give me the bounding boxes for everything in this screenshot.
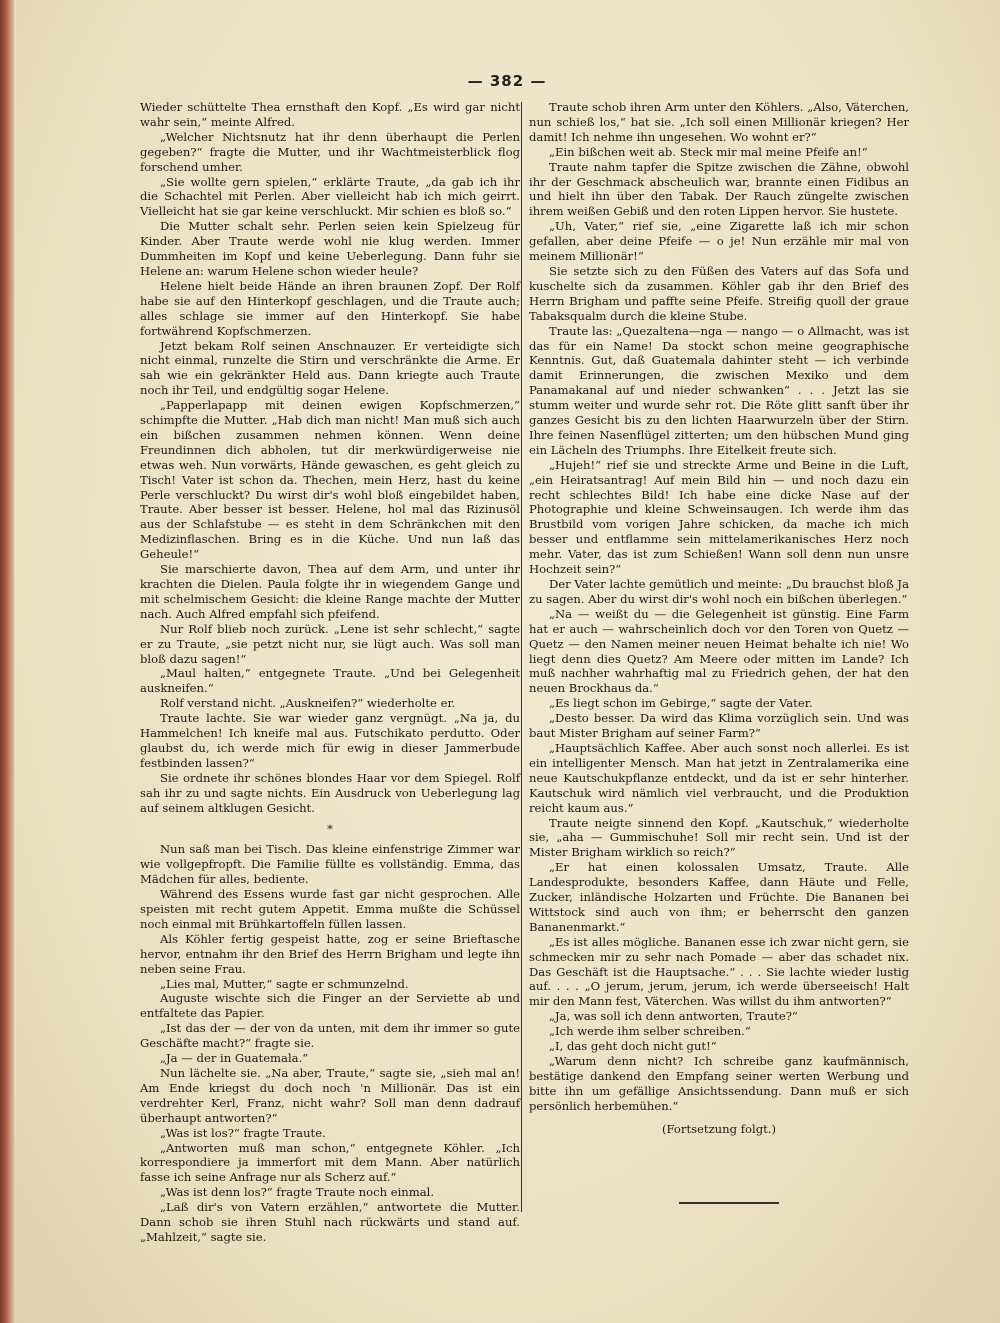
paragraph: Nur Rolf blieb noch zurück. „Lene ist sehr schlecht,“ sagte er zu Traute, „sie petzt nicht nur, sie lügt auch. Was soll man bloß dazu sagen!“ bbox=[140, 621, 520, 666]
paragraph: Sie ordnete ihr schönes blondes Haar vor dem Spiegel. Rolf sah ihr zu und sagte nichts. Ein Ausdruck von Ueberlegung lag auf seinem altklugen Gesicht. bbox=[140, 770, 520, 815]
paragraph: „Es liegt schon im Gebirge,“ sagte der Vater. bbox=[549, 696, 813, 711]
paragraph: Wieder schüttelte Thea ernsthaft den Kopf. „Es wird gar nicht wahr sein,“ meinte Alfred. bbox=[140, 100, 520, 129]
paragraph: „Es ist alles mögliche. Bananen esse ich zwar nicht gern, sie schmecken mir zu sehr nach Pomade — aber das schadet nix. Das Geschäft ist die Hauptsache.“ . . . Sie lachte wieder lustig auf. . . . „O jerum, jerum, jerum, ich werde überseeisch! Halt mir den Mann fest, Väterchen. Was willst du ihm antworten?“ bbox=[529, 934, 909, 1009]
paragraph: „Welcher Nichtsnutz hat ihr denn überhaupt die Perlen gegeben?“ fragte die Mutter, und ihr Wachtmeisterblick flog forschend umher. bbox=[140, 129, 520, 174]
column-divider bbox=[521, 102, 522, 1212]
paragraph: „Lies mal, Mutter,“ sagte er schmunzelnd. bbox=[160, 976, 409, 991]
paragraph: „Papperlapapp mit deinen ewigen Kopfschmerzen,“ schimpfte die Mutter. „Hab dich man nicht! Man muß sich auch ein bißchen zusammen nehmen können. Wenn deine Freundinnen dich abholen, tut dir merkwürdigerweise nie etwas weh. Nun vorwärts, Hände gewaschen, es geht gleich zu Tisch! Vater ist schon da. Thechen, mein Herz, hast du keine Perle verschluckt? Du wirst dir's wohl bloß eingebildet haben, Traute. Aber besser ist besser. Helene, hol mal das Rizinusöl aus der Schlafstube — es steht in dem Schränkchen mit den Medizinflaschen. Bring es in die Küche. Und nun laß das Geheule!“ bbox=[140, 398, 520, 562]
paragraph: „Er hat einen kolossalen Umsatz, Traute. Alle Landesprodukte, besonders Kaffee, dann Häute und Felle, Zucker, inländische Holzarten und Früchte. Die Bananen bei Wittstock sind auch von ihm; er beherrscht den ganzen Bananenmarkt.“ bbox=[529, 860, 909, 934]
paragraph: Auguste wischte sich die Finger an der Serviette ab und entfaltete das Papier. bbox=[140, 991, 520, 1021]
right-column bbox=[529, 100, 909, 1137]
paragraph: „Na — weißt du — die Gelegenheit ist günstig. Eine Farm hat er auch — wahrscheinlich doch vor den Toren von Quetz — Quetz — den Namen meiner neuen Heimat behalte ich nie! Wo liegt denn dies Quetz? Am Meere oder mitten im Lande? Ich muß nachher wahrhaftig mal zu Friedrich gehen, der hat den neuen Brockhaus da.“ bbox=[529, 606, 909, 696]
paragraph: Traute lachte. Sie war wieder ganz vergnügt. „Na ja, du Hammelchen! Ich kneife mal aus. Futschikato perdutto. Oder glaubst du, ich werde mich für ewig in dieser Jammerbude festbinden lassen?“ bbox=[140, 711, 520, 770]
paragraph: „Uh, Vater,“ rief sie, „eine Zigarette laß ich mir schon gefallen, aber deine Pfeife — o je! Nun erzähle mir mal von meinem Millionär!“ bbox=[529, 219, 909, 264]
paragraph: „I, das geht doch nicht gut!“ bbox=[549, 1039, 717, 1054]
paragraph: „Was ist denn los?“ fragte Traute noch einmal. bbox=[160, 1185, 435, 1200]
paragraph: „Desto besser. Da wird das Klima vorzüglich sein. Und was baut Mister Brigham auf seiner Farm?“ bbox=[529, 711, 909, 741]
paragraph: Rolf verstand nicht. „Auskneifen?“ wiederholte er. bbox=[160, 696, 456, 711]
paragraph: Die Mutter schalt sehr. Perlen seien kein Spielzeug für Kinder. Aber Traute werde wohl nie klug werden. Immer Dummheiten im Kopf und keine Ueberlegung. Dann fuhr sie Helene an: warum Helene schon wieder heule? bbox=[140, 219, 520, 278]
paragraph: Traute schob ihren Arm unter den Köhlers. „Also, Väterchen, nun schieß los,“ bat sie. „Ich soll einen Millionär kriegen? Her damit! Ich nehme ihn ungesehen. Wo wohnt er?“ bbox=[529, 100, 909, 144]
end-rule bbox=[679, 1202, 779, 1204]
paragraph: Sie marschierte davon, Thea auf dem Arm, und unter ihr krachten die Dielen. Paula folgte ihr in wiegendem Gange und mit schelmischem Gesicht: die kleine Range machte der Mutter nach. Auch Alfred empfahl sich pfeifend. bbox=[140, 562, 520, 621]
paragraph: „Ein bißchen weit ab. Steck mir mal meine Pfeife an!“ bbox=[549, 144, 868, 159]
book-binding-edge bbox=[0, 0, 14, 1323]
paragraph: Nun saß man bei Tisch. Das kleine einfenstrige Zimmer war wie vollgepfropft. Die Familie füllte es vollständig. Emma, das Mädchen für alles, bediente. bbox=[140, 842, 520, 887]
paragraph: „Sie wollte gern spielen,“ erklärte Traute, „da gab ich ihr die Schachtel mit Perlen. Aber vielleicht hab ich mich geirrt. Vielleicht hat sie gar keine verschluckt. Mir schien es bloß so.“ bbox=[140, 174, 520, 219]
continuation-note: (Fortsetzung folgt.) bbox=[661, 1121, 776, 1136]
paragraph: Jetzt bekam Rolf seinen Anschnauzer. Er verteidigte sich nicht einmal, runzelte die Stirn und verschränkte die Arme. Er sah wie ein gekränkter Held aus. Dann kriegte auch Traute noch ihr Teil, und endgültig sogar Helene. bbox=[140, 338, 520, 398]
paragraph: Der Vater lachte gemütlich und meinte: „Du brauchst bloß Ja zu sagen. Aber du wirst dir's wohl noch ein bißchen überlegen.“ bbox=[529, 577, 909, 606]
page bbox=[14, 0, 1000, 1323]
paragraph: „Hujeh!“ rief sie und streckte Arme und Beine in die Luft, „ein Heiratsantrag! Auf mein Bild hin — und noch dazu ein recht schlechtes Bild! Ich habe eine dicke Nase auf der Photographie und kleine Schweinsaugen. Ich werde ihm das Brustbild vom vorigen Jahre schicken, da mache ich mich besser und entflamme sein mittelamerikanisches Herz noch mehr. Vater, das ist zum Schießen! Wann soll denn nun unsre Hochzeit sein?“ bbox=[529, 457, 909, 577]
paragraph: „Ist das der — der von da unten, mit dem ihr immer so gute Geschäfte macht?“ fragte sie. bbox=[140, 1021, 520, 1051]
paragraph: „Laß dir's von Vatern erzählen,“ antwortete die Mutter. Dann schob sie ihren Stuhl nach rückwärts und stand auf. „Mahlzeit,“ sagte sie. bbox=[140, 1200, 520, 1244]
paragraph: Traute neigte sinnend den Kopf. „Kautschuk,“ wiederholte sie, „aha — Gummischuhe! Soll mir recht sein. Und ist der Mister Brigham wirklich so reich?“ bbox=[529, 815, 909, 860]
paragraph: „Ja, was soll ich denn antworten, Traute?“ bbox=[549, 1009, 798, 1024]
paragraph: „Was ist los?“ fragte Traute. bbox=[160, 1125, 326, 1140]
paragraph: Als Köhler fertig gespeist hatte, zog er seine Brieftasche hervor, entnahm ihr den Brief des Herrn Brigham und legte ihn neben seine Frau. bbox=[140, 931, 520, 976]
paragraph: Während des Essens wurde fast gar nicht gesprochen. Alle speisten mit recht gutem Appetit. Emma mußte die Schüssel noch einmal mit Brühkartoffeln füllen lassen. bbox=[140, 887, 520, 931]
page-number: — 382 — bbox=[467, 72, 547, 90]
paragraph: „Hauptsächlich Kaffee. Aber auch sonst noch allerlei. Es ist ein intelligenter Mensch. Man hat jetzt in Zentralamerika eine neue Kautschukpflanze entdeckt, und da ist er sehr hinterher. Kautschuk wird nämlich viel verbraucht, und die Produktion reicht kaum aus.“ bbox=[529, 740, 909, 815]
paragraph: „Maul halten,“ entgegnete Traute. „Und bei Gelegenheit auskneifen.“ bbox=[140, 666, 520, 696]
paragraph: Traute nahm tapfer die Spitze zwischen die Zähne, obwohl ihr der Geschmack abscheulich war, brannte einen Fidibus an und hielt ihn über den Tabak. Der Rauch züngelte zwischen ihrem weißen Gebiß und den roten Lippen hervor. Sie hustete. bbox=[529, 159, 909, 219]
paragraph: Sie setzte sich zu den Füßen des Vaters auf das Sofa und kuschelte sich da zusammen. Köhler gab ihr den Brief des Herrn Brigham und paffte seine Pfeife. Streifig quoll der graue Tabaksqualm durch die kleine Stube. bbox=[529, 263, 909, 323]
section-separator: * bbox=[327, 821, 333, 836]
paragraph: Helene hielt beide Hände an ihren braunen Zopf. Der Rolf habe sie auf den Hinterkopf geschlagen, und die Traute auch; alles schlage sie immer auf den Hinterkopf. Sie habe fortwährend Kopfschmerzen. bbox=[140, 278, 520, 338]
paragraph: „Antworten muß man schon,“ entgegnete Köhler. „Ich korrespondiere ja immerfort mit dem Mann. Aber natürlich fasse ich seine Anfrage nur als Scherz auf.“ bbox=[140, 1140, 520, 1185]
paragraph: „Warum denn nicht? Ich schreibe ganz kaufmännisch, bestätige dankend den Empfang seiner werten Werbung und bitte ihn um gefällige Ansichtssendung. Dann muß er sich persönlich herbemühen.“ bbox=[529, 1054, 909, 1113]
left-column bbox=[140, 100, 520, 1245]
paragraph: „Ich werde ihm selber schreiben.“ bbox=[549, 1024, 751, 1039]
paragraph: „Ja — der in Guatemala.“ bbox=[160, 1051, 309, 1066]
paragraph: Traute las: „Quezaltena—nga — nango — o Allmacht, was ist das für ein Name! Da stockt schon meine geographische Kenntnis. Gut, daß Guatemala dahinter steht — ich verbinde damit Erinnerungen, die zwischen Mexiko und dem Panamakanal auf und nieder schwanken“ . . . Jetzt las sie stumm weiter und wurde sehr rot. Die Röte glitt sanft über ihr ganzes Gesicht bis zu den lichten Haarwurzeln über der Stirn. Ihre feinen Nasenflügel zitterten; um den hübschen Mund ging ein Lächeln des Triumphs. Ihre Eitelkeit freute sich. bbox=[529, 323, 909, 457]
paragraph: Nun lächelte sie. „Na aber, Traute,“ sagte sie, „sieh mal an! Am Ende kriegst du doch noch 'n Millionär. Das ist ein verdrehter Kerl, Franz, nicht wahr? Soll man denn dadrauf überhaupt antworten?“ bbox=[140, 1066, 520, 1125]
